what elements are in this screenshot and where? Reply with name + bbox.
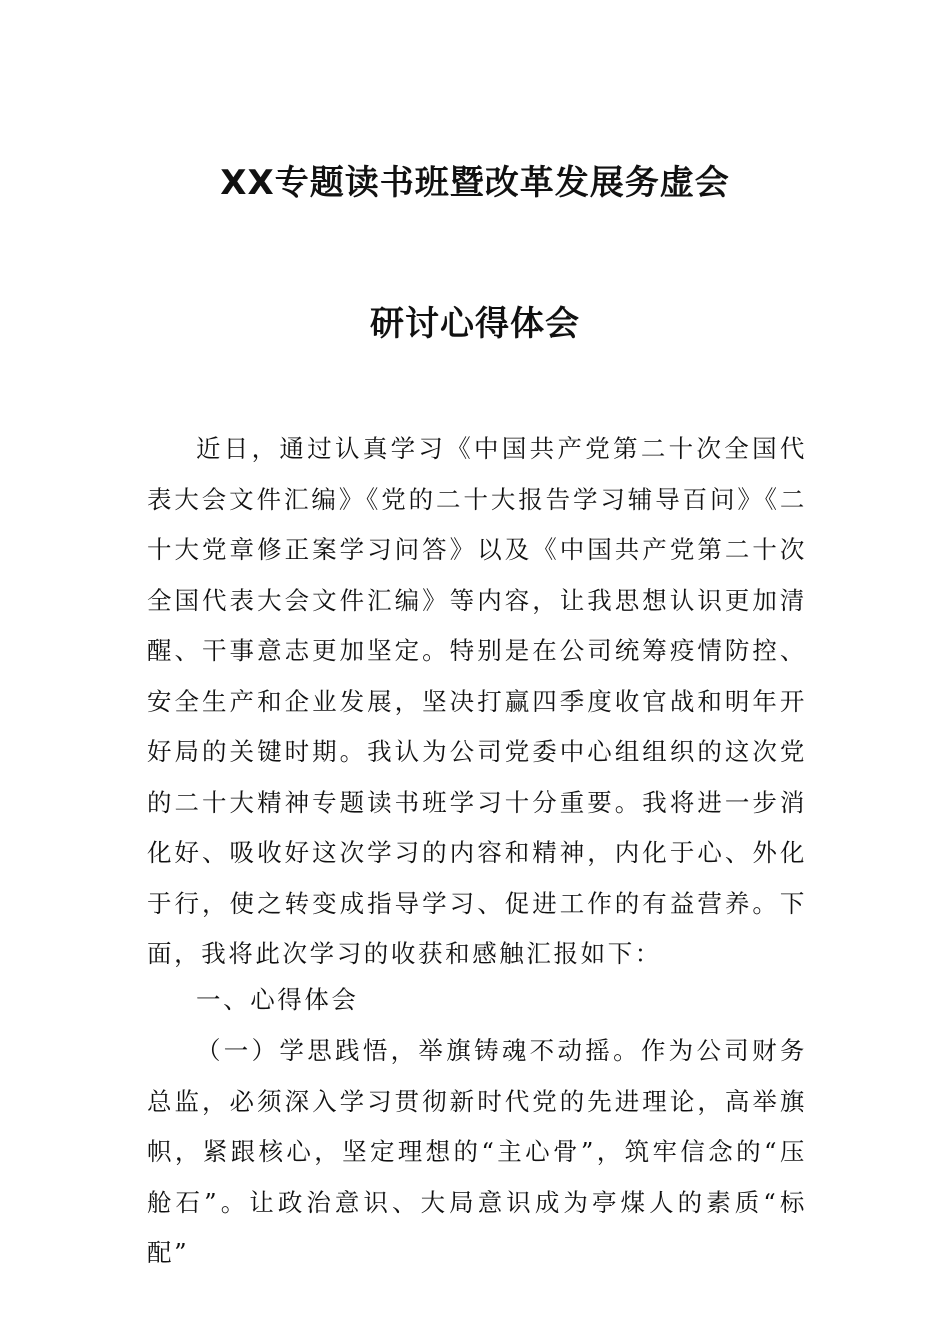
section-heading-text: 一、心得体会: [196, 985, 359, 1014]
document-title-line-1: XX专题读书班暨改革发展务虚会: [220, 163, 730, 203]
paragraph-text: 近日，通过认真学习《中国共产党第二十次全国代表大会文件汇编》《党的二十大报告学习辅导百问》《二十大党章修正案学习问答》以及《中国共产党第二十次全国代表大会文件汇编》等内容，让我思想认识更加清醒、干事意志更加坚定。特别是在公司统筹疫情防控、安全生产和企业发展，坚决打赢四季度收官战和明年开好局的关键时期。我认为公司党委中心组组织的这次党的二十大精神专题读书班学习十分重要。我将进一步消化好、吸收好这次学习的内容和精神，内化于心、外化于行，使之转变成指导学习、促进工作的有益营养。下面，我将此次学习的收获和感触汇报如下：: [147, 434, 807, 968]
body-paragraph-intro: [147, 424, 807, 980]
section-heading: [147, 975, 807, 1026]
body-paragraph-section-1: [147, 1026, 807, 1279]
paragraph-text: （一）学思践悟，举旗铸魂不动摇。作为公司财务总监，必须深入学习贯彻新时代党的先进理论，高举旗帜，紧跟核心，坚定理想的“主心骨”，筑牢信念的“压舱石”。让政治意识、大局意识成为亭煤人的素质“标配”: [147, 1036, 807, 1267]
document-title-line-2: 研讨心得体会: [370, 304, 580, 344]
